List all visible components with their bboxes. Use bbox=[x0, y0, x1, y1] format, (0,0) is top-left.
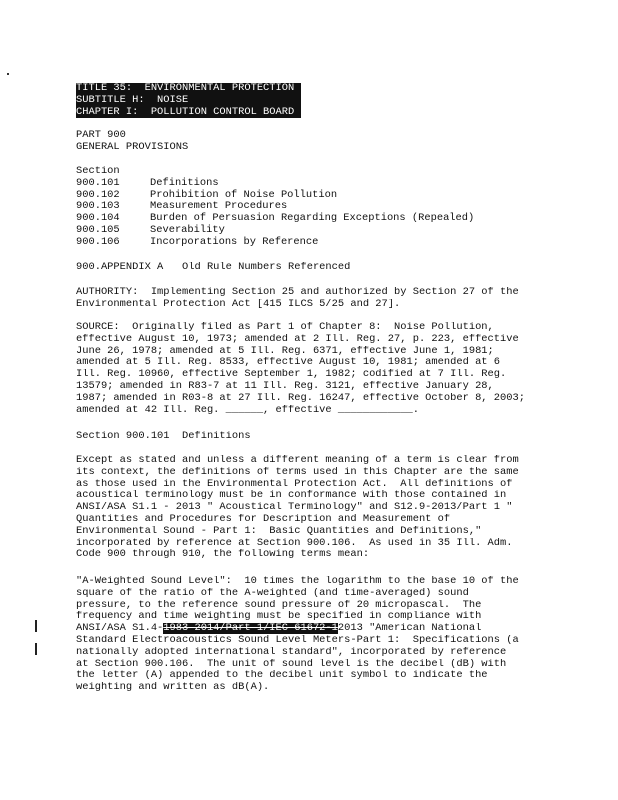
source-line: June 26, 1978; amended at 5 Ill. Reg. 6371, effective June 1, 1981; bbox=[76, 345, 494, 357]
source-line: 13579; amended in R83-7 at 11 Ill. Reg. 3121, effective January 28, bbox=[76, 380, 494, 392]
authority-line: Environmental Protection Act [415 ILCS 5/25 and 27]. bbox=[76, 298, 401, 310]
table-of-contents bbox=[76, 166, 536, 249]
definition-line-amended bbox=[76, 623, 536, 635]
source-line: SOURCE: Originally filed as Part 1 of Chapter 8: Noise Pollution, bbox=[76, 322, 494, 333]
part-heading bbox=[76, 130, 536, 154]
toc-number: 900.101 bbox=[76, 176, 120, 189]
definition-line: nationally adopted international standard", incorporated by reference bbox=[76, 646, 507, 658]
chapter-line: CHAPTER I: POLLUTION CONTROL BOARD bbox=[76, 107, 301, 119]
source-line: amended at 5 Ill. Reg. 8533, effective August 10, 1981; amended at 6 bbox=[76, 357, 501, 369]
section-title: Section 900.101 Definitions bbox=[76, 431, 251, 442]
intro-line: its context, the definitions of terms used in this Chapter are the same bbox=[76, 466, 519, 478]
toc-title: Severability bbox=[150, 223, 225, 236]
toc-row bbox=[76, 213, 536, 225]
definition-line: the letter (A) appended to the decibel unit symbol to indicate the bbox=[76, 670, 488, 682]
standard-prefix: ANSI/ASA S1.4- bbox=[76, 623, 164, 635]
authority-line: AUTHORITY: Implementing Section 25 and authorized by Section 27 of the bbox=[76, 287, 519, 298]
intro-line: Quantities and Procedures for Description and Measurement of bbox=[76, 513, 451, 525]
definition-line: Standard Electroacoustics Sound Level Meters-Part 1: Specifications (a bbox=[76, 634, 519, 646]
document-header bbox=[76, 83, 301, 118]
toc-title: Incorporations by Reference bbox=[150, 235, 319, 248]
standard-suffix: 2013 "American National bbox=[337, 623, 482, 635]
source-note bbox=[76, 322, 536, 416]
toc-row bbox=[76, 190, 536, 202]
toc-number: 900.105 bbox=[76, 223, 120, 236]
subtitle-line: SUBTITLE H: NOISE bbox=[76, 95, 301, 107]
source-line: effective August 10, 1973; amended at 2 Ill. Reg. 27, p. 223, effective bbox=[76, 333, 519, 345]
definition-line: frequency and time weighting must be specified in compliance with bbox=[76, 611, 482, 623]
intro-line: acoustical terminology must be in conformance with those contained in bbox=[76, 490, 507, 502]
definition-line: pressure, to the reference sound pressure of 20 micropascal. The bbox=[76, 599, 482, 611]
toc-row bbox=[76, 237, 536, 249]
scan-speck bbox=[7, 73, 9, 75]
toc-title: Burden of Persuasion Regarding Exceptions (Repealed) bbox=[150, 212, 475, 225]
intro-line: as those used in the Environmental Protection Act. All definitions of bbox=[76, 478, 513, 490]
toc-number: 900.102 bbox=[76, 188, 120, 201]
toc-number: 900.103 bbox=[76, 200, 120, 213]
source-line: amended at 42 Ill. Reg. ______, effective ____________. bbox=[76, 404, 419, 416]
title-line: TITLE 35: ENVIRONMENTAL PROTECTION bbox=[76, 83, 301, 95]
revision-bar bbox=[35, 643, 37, 655]
definition-line: at Section 900.106. The unit of sound level is the decibel (dB) with bbox=[76, 658, 507, 670]
appendix-entry bbox=[76, 262, 536, 274]
source-line: Ill. Reg. 10960, effective September 1, 1982; codified at 7 Ill. Reg. bbox=[76, 369, 507, 381]
toc-number: 900.106 bbox=[76, 235, 120, 248]
appendix-line: 900.APPENDIX A Old Rule Numbers Referenced bbox=[76, 262, 351, 273]
section-heading bbox=[76, 431, 536, 443]
toc-heading: Section bbox=[76, 166, 120, 177]
intro-line: Except as stated and unless a different meaning of a term is clear from bbox=[76, 455, 519, 466]
toc-title: Definitions bbox=[150, 176, 219, 189]
toc-title: Prohibition of Noise Pollution bbox=[150, 188, 338, 201]
intro-line: Code 900 through 910, the following terms mean: bbox=[76, 549, 370, 561]
definitions-intro bbox=[76, 455, 536, 561]
toc-row bbox=[76, 225, 536, 237]
revision-bar bbox=[35, 620, 37, 632]
definition-line: square of the ratio of the A-weighted (and time-averaged) sound bbox=[76, 587, 469, 599]
toc-number: 900.104 bbox=[76, 212, 120, 225]
definition-line: weighting and written as dB(A). bbox=[76, 682, 270, 694]
a-weighted-definition bbox=[76, 576, 536, 694]
intro-line: Environmental Sound - Part 1: Basic Quantities and Definitions," bbox=[76, 525, 482, 537]
toc-row bbox=[76, 178, 536, 190]
definition-line: "A-Weighted Sound Level": 10 times the logarithm to the base 10 of the bbox=[76, 576, 519, 587]
struck-text: 1983 2014/Part 1/IEC 61672-1 bbox=[163, 623, 338, 635]
authority-note bbox=[76, 287, 536, 311]
source-line: 1987; amended in R03-8 at 27 Ill. Reg. 16247, effective October 8, 2003; bbox=[76, 392, 525, 404]
toc-title: Measurement Procedures bbox=[150, 200, 288, 213]
part-name: GENERAL PROVISIONS bbox=[76, 141, 189, 153]
intro-line: ANSI/ASA S1.1 - 2013 " Acoustical Terminology" and S12.9-2013/Part 1 " bbox=[76, 502, 513, 514]
part-number: PART 900 bbox=[76, 130, 126, 141]
intro-line: incorporated by reference at Section 900.106. As used in 35 Ill. Adm. bbox=[76, 537, 513, 549]
